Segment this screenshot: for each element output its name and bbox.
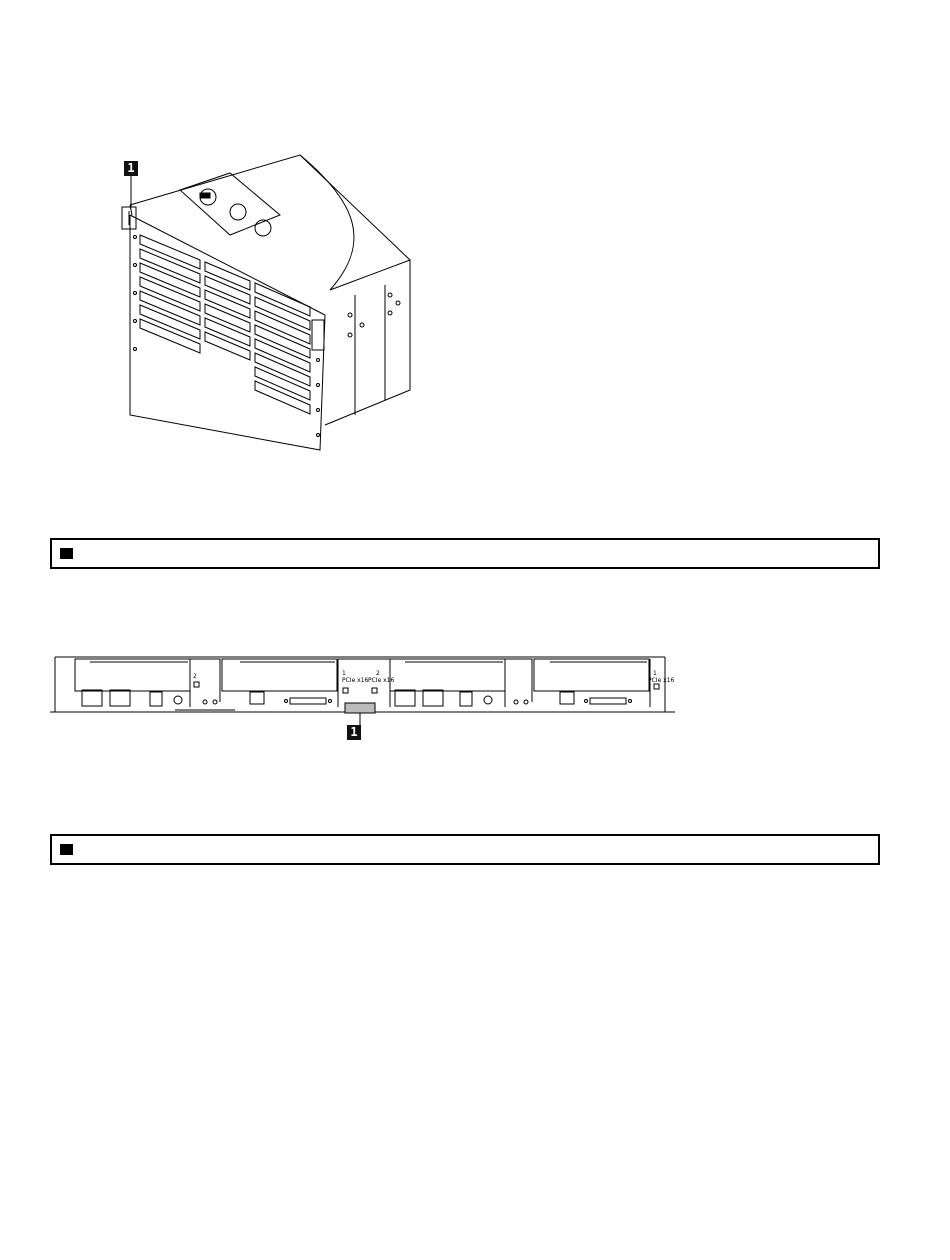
chassis-front-drawing [100,145,430,465]
chassis-rear-view [50,652,675,742]
pcie-label: PCIe x16 [342,677,369,684]
chassis-rear-drawing [50,652,675,742]
legend-box-2 [50,834,880,865]
legend-marker-square [60,844,73,855]
slot-number: 2 [193,673,197,680]
callout-1-badge: 1 [124,161,138,176]
pcie-label: PCIe x16 [648,677,675,684]
slot-number: 1 [342,670,346,677]
fan-icons [180,173,280,236]
slot-number: 1 [653,670,657,677]
legend-box-1 [50,538,880,569]
legend-marker-square [60,548,73,559]
slot-number: 2 [376,670,380,677]
callout-1-badge: 1 [347,725,361,740]
pcie-label: PCIe x16 [368,677,395,684]
chassis-front-view [100,145,430,465]
drive-sleds [140,235,310,414]
